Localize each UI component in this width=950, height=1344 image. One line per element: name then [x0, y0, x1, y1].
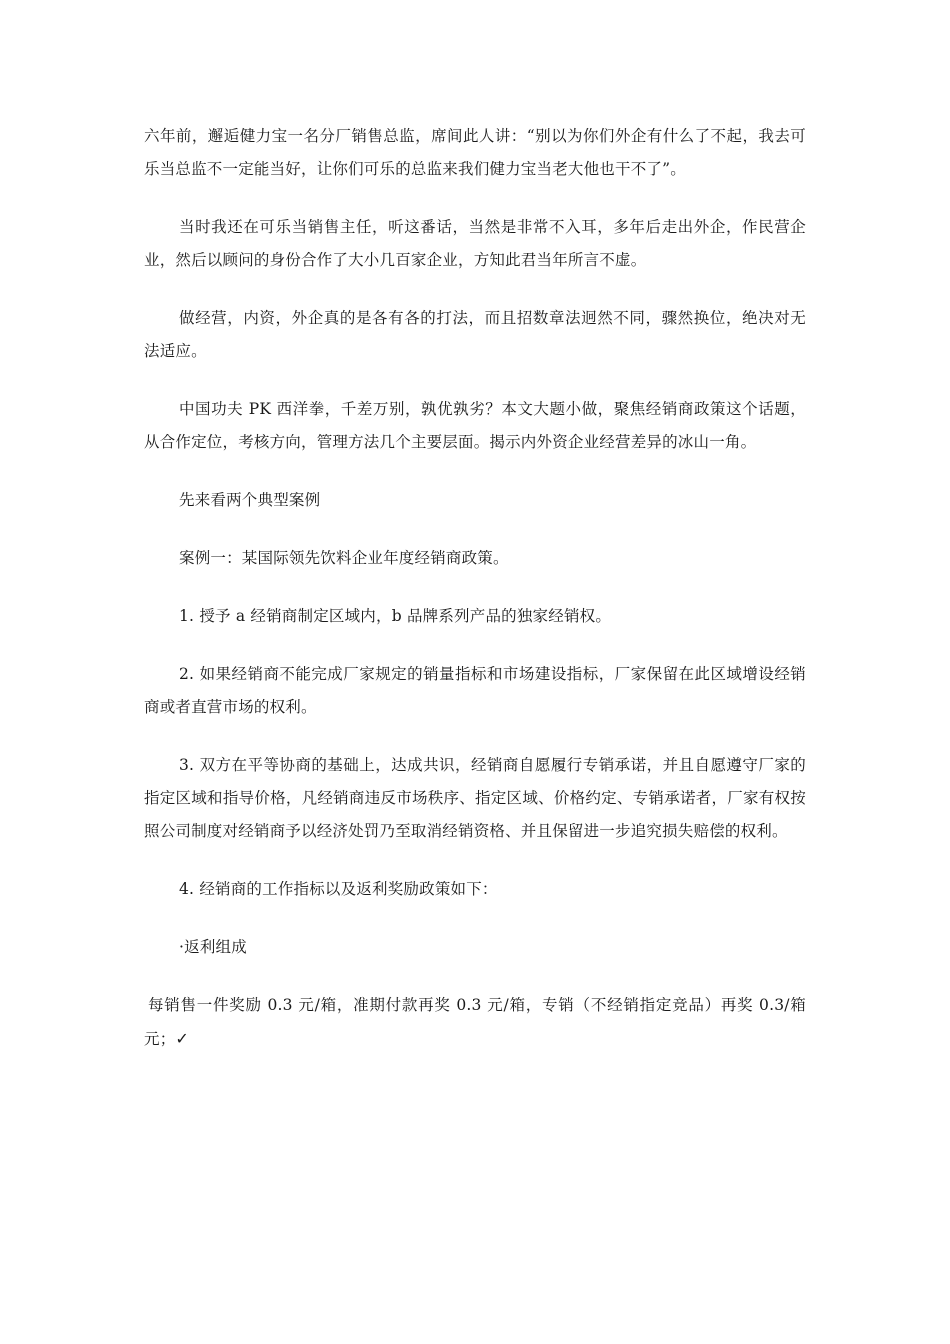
document-page	[144, 120, 806, 1056]
rebate-detail	[144, 989, 806, 1056]
list-item-3: 3. 双方在平等协商的基础上，达成共识，经销商自愿履行专销承诺，并且自愿遵守厂家的指定区域和指导价格，凡经销商违反市场秩序、指定区域、价格约定、专销承诺者，厂家有权按照公司制度对经销商予以经济处罚乃至取消经销资格、并且保留进一步追究损失赔偿的权利。	[144, 756, 806, 840]
paragraph-topic: 中国功夫 PK 西洋拳，千差万别，孰优孰劣？本文大题小做，聚焦经销商政策这个话题，从合作定位，考核方向，管理方法几个主要层面。揭示内外资企业经营差异的冰山一角。	[144, 400, 806, 451]
paragraph-background: 当时我还在可乐当销售主任，听这番话，当然是非常不入耳，多年后走出外企，作民营企业，然后以顾问的身份合作了大小几百家企业，方知此君当年所言不虚。	[144, 218, 806, 269]
list-item-1: 1. 授予 a 经销商制定区域内，b 品牌系列产品的独家经销权。	[179, 607, 612, 625]
paragraph-case-one: 案例一：某国际领先饮料企业年度经销商政策。	[179, 549, 509, 567]
list-item-4: 4. 经销商的工作指标以及返利奖励政策如下：	[179, 880, 498, 898]
paragraph-difference: 做经营，内资，外企真的是各有各的打法，而且招数章法迥然不同，骤然换位，绝决对无法适应。	[144, 309, 806, 360]
rebate-detail-text: 每销售一件奖励 0.3 元/箱，准期付款再奖 0.3 元/箱，专销（不经销指定竞品）再奖 0.3/箱元；	[144, 996, 806, 1048]
list-item-2: 2. 如果经销商不能完成厂家规定的销量指标和市场建设指标，厂家保留在此区域增设经销商或者直营市场的权利。	[144, 665, 806, 716]
rebate-heading: ·返利组成	[179, 938, 247, 956]
paragraph-cases-heading: 先来看两个典型案例	[179, 491, 321, 509]
check-mark-icon: ✓	[175, 1029, 190, 1048]
paragraph-intro: 六年前，邂逅健力宝一名分厂销售总监，席间此人讲：“别以为你们外企有什么了不起，我去可乐当总监不一定能当好，让你们可乐的总监来我们健力宝当老大他也干不了”。	[144, 127, 806, 178]
